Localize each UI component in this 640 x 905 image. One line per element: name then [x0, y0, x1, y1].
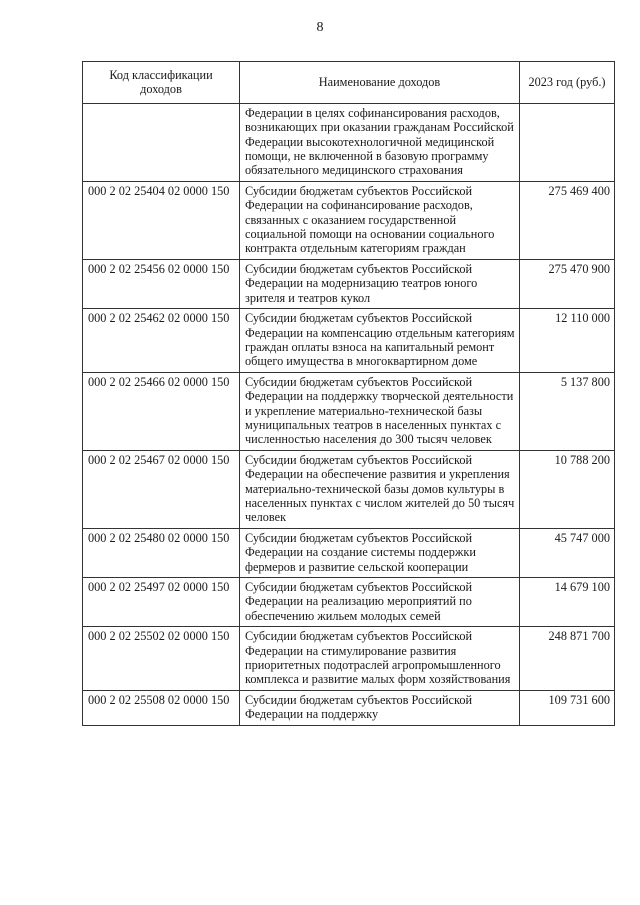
table-row — [83, 309, 615, 373]
row-name: Федерации в целях софинансирования расходов, возникающих при оказании гражданам Российской Федерации высокотехнологичной медицинской помощи, не включенной в базовую программу обязательного медицинского страхования — [240, 103, 520, 181]
row-code: 000 2 02 25508 02 0000 150 — [83, 690, 240, 725]
row-amount: 14 679 100 — [520, 578, 615, 627]
table-header — [83, 62, 615, 104]
table-row — [83, 627, 615, 691]
row-name: Субсидии бюджетам субъектов Российской Федерации на стимулирование развития приоритетных подотраслей агропромышленного комплекса и развитие малых форм хозяйствования — [240, 627, 520, 691]
table-row — [83, 450, 615, 528]
row-code: 000 2 02 25497 02 0000 150 — [83, 578, 240, 627]
row-name: Субсидии бюджетам субъектов Российской Федерации на компенсацию отдельным категориям граждан оплаты взноса на капитальный ремонт общего имущества в многоквартирном доме — [240, 309, 520, 373]
row-code: 000 2 02 25404 02 0000 150 — [83, 181, 240, 259]
row-code: 000 2 02 25462 02 0000 150 — [83, 309, 240, 373]
table-row — [83, 181, 615, 259]
income-table — [82, 61, 615, 726]
table-row — [83, 372, 615, 450]
row-name: Субсидии бюджетам субъектов Российской Федерации на поддержку творческой деятельности и укрепление материально-технической базы муниципальных театров в населенных пунктах с численностью населения до 300 тысяч человек — [240, 372, 520, 450]
table-row — [83, 103, 615, 181]
row-name: Субсидии бюджетам субъектов Российской Федерации на поддержку — [240, 690, 520, 725]
row-amount: 10 788 200 — [520, 450, 615, 528]
page-number: 8 — [316, 20, 324, 35]
row-code: 000 2 02 25456 02 0000 150 — [83, 259, 240, 308]
row-name: Субсидии бюджетам субъектов Российской Федерации на обеспечение развития и укрепления материально-технической базы домов культуры в населенных пунктах с числом жителей до 50 тысяч человек — [240, 450, 520, 528]
row-amount: 45 747 000 — [520, 528, 615, 577]
row-code: 000 2 02 25466 02 0000 150 — [83, 372, 240, 450]
table-row — [83, 690, 615, 725]
row-code: 000 2 02 25480 02 0000 150 — [83, 528, 240, 577]
row-amount: 109 731 600 — [520, 690, 615, 725]
table-row — [83, 578, 615, 627]
row-code — [83, 103, 240, 181]
row-name: Субсидии бюджетам субъектов Российской Федерации на реализацию мероприятий по обеспечению жильем молодых семей — [240, 578, 520, 627]
row-name: Субсидии бюджетам субъектов Российской Федерации на модернизацию театров юного зрителя и театров кукол — [240, 259, 520, 308]
row-code: 000 2 02 25502 02 0000 150 — [83, 627, 240, 691]
row-name: Субсидии бюджетам субъектов Российской Федерации на создание системы поддержки фермеров и развитие сельской кооперации — [240, 528, 520, 577]
table-body — [83, 103, 615, 725]
row-amount: 275 470 900 — [520, 259, 615, 308]
header-amount: 2023 год (руб.) — [520, 62, 615, 104]
row-amount: 5 137 800 — [520, 372, 615, 450]
header-name: Наименование доходов — [240, 62, 520, 104]
table-row — [83, 528, 615, 577]
row-amount: 248 871 700 — [520, 627, 615, 691]
row-amount — [520, 103, 615, 181]
row-amount: 12 110 000 — [520, 309, 615, 373]
row-amount: 275 469 400 — [520, 181, 615, 259]
row-code: 000 2 02 25467 02 0000 150 — [83, 450, 240, 528]
row-name: Субсидии бюджетам субъектов Российской Федерации на софинансирование расходов, связанных с оказанием государственной социальной помощи на основании социального контракта отдельным категориям граждан — [240, 181, 520, 259]
table-row — [83, 259, 615, 308]
header-row — [83, 62, 615, 104]
header-code: Код классификации доходов — [83, 62, 240, 104]
